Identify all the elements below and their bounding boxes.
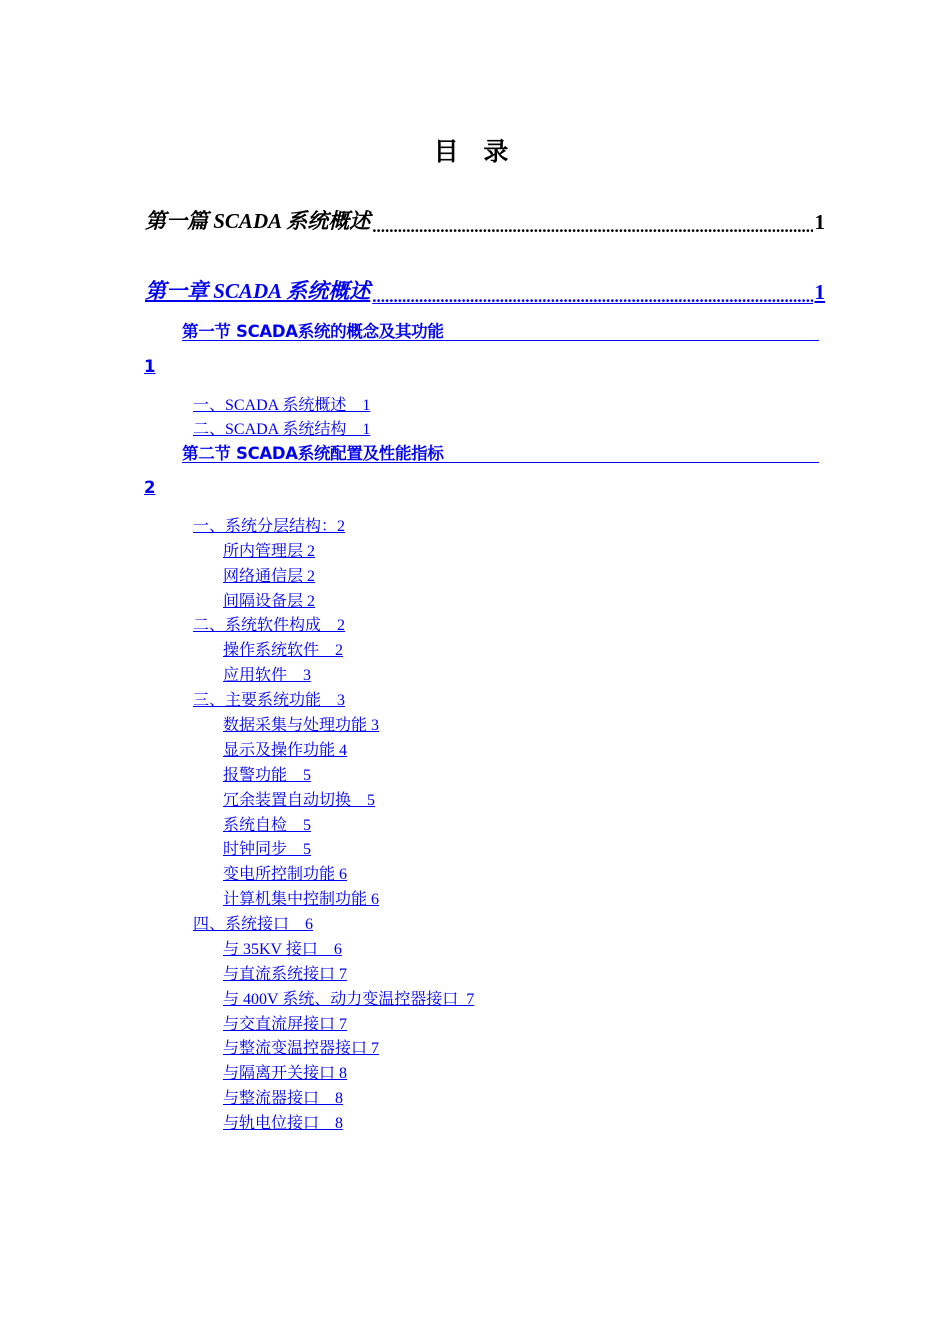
toc-section-1-page[interactable]: 1 bbox=[144, 357, 156, 376]
toc-item[interactable]: 四、系统接口 6 bbox=[193, 916, 314, 933]
toc-section-1[interactable] bbox=[182, 318, 819, 341]
toc-item[interactable]: 显示及操作功能 4 bbox=[223, 742, 348, 759]
toc-item[interactable]: 一、系统分层结构：2 bbox=[193, 518, 346, 535]
toc-item[interactable]: 与整流变温控器接口 7 bbox=[223, 1040, 380, 1057]
toc-section-2-page[interactable]: 2 bbox=[144, 478, 156, 497]
toc-item[interactable]: 与整流器接口 8 bbox=[223, 1090, 344, 1107]
toc-section-2[interactable] bbox=[182, 440, 819, 463]
toc-item[interactable]: 计算机集中控制功能 6 bbox=[223, 891, 380, 908]
toc-item[interactable]: 与 35KV 接口 6 bbox=[223, 941, 342, 958]
toc-item[interactable]: 与直流系统接口 7 bbox=[223, 966, 348, 983]
toc-part-1[interactable] bbox=[145, 205, 825, 235]
toc-item[interactable]: 与轨电位接口 8 bbox=[223, 1115, 344, 1132]
toc-item[interactable]: 所内管理层 2 bbox=[223, 543, 316, 560]
toc-chapter-1[interactable] bbox=[145, 275, 825, 305]
toc-item[interactable]: 变电所控制功能 6 bbox=[223, 866, 348, 883]
toc-item[interactable]: 冗余装置自动切换 5 bbox=[223, 792, 376, 809]
toc-part-1-page: 1 bbox=[814, 210, 825, 234]
toc-item[interactable]: 与 400V 系统、动力变温控器接口 7 bbox=[223, 991, 475, 1008]
toc-part-1-label: 第一篇 SCADA 系统概述 bbox=[145, 209, 371, 233]
toc-item[interactable]: 三、主要系统功能 3 bbox=[193, 692, 346, 709]
toc-item[interactable]: 与隔离开关接口 8 bbox=[223, 1065, 348, 1082]
toc-item[interactable]: 系统自检 5 bbox=[223, 817, 312, 834]
toc-item[interactable]: 应用软件 3 bbox=[223, 667, 312, 684]
toc-item[interactable]: 二、系统软件构成 2 bbox=[193, 617, 346, 634]
toc-item[interactable]: 报警功能 5 bbox=[223, 767, 312, 784]
toc-item[interactable]: 时钟同步 5 bbox=[223, 841, 312, 858]
toc-item[interactable]: 二、SCADA 系统结构 1 bbox=[193, 421, 371, 438]
toc-item[interactable]: 间隔设备层 2 bbox=[223, 593, 316, 610]
leader-dots bbox=[372, 288, 812, 305]
toc-item[interactable]: 数据采集与处理功能 3 bbox=[223, 717, 380, 734]
leader-dots bbox=[372, 218, 812, 235]
toc-item[interactable]: 网络通信层 2 bbox=[223, 568, 316, 585]
toc-section-1-label: 第一节 SCADA系统的概念及其功能 bbox=[182, 322, 444, 341]
toc-item[interactable]: 一、SCADA 系统概述 1 bbox=[193, 397, 371, 414]
toc-chapter-1-label: 第一章 SCADA 系统概述 bbox=[145, 279, 371, 303]
toc-item[interactable]: 与交直流屏接口 7 bbox=[223, 1016, 348, 1033]
toc-item[interactable]: 操作系统软件 2 bbox=[223, 642, 344, 659]
toc-chapter-1-page: 1 bbox=[814, 280, 825, 304]
toc-section-2-label: 第二节 SCADA系统配置及性能指标 bbox=[182, 444, 444, 463]
toc-title: 目 录 bbox=[433, 137, 517, 166]
